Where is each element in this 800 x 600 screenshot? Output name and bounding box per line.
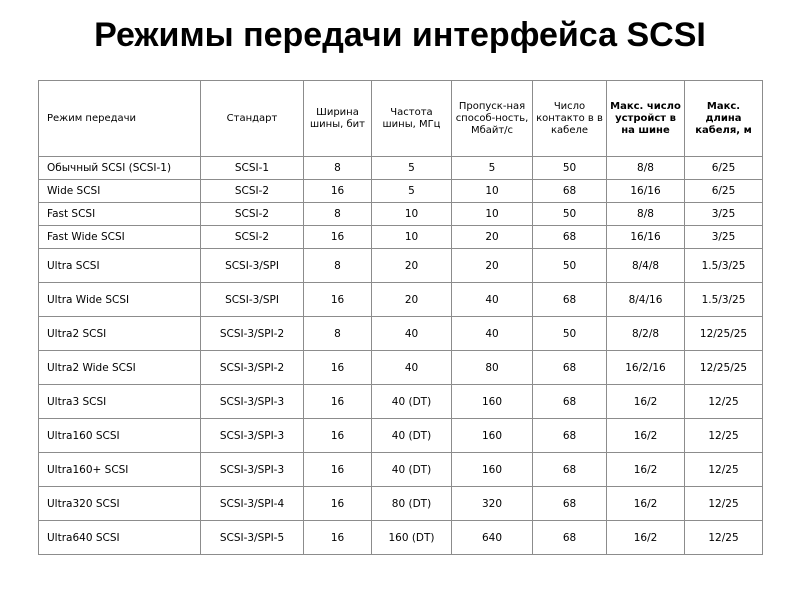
cell-max-cable-length: 12/25/25 bbox=[685, 351, 763, 385]
cell-bus-frequency: 80 (DT) bbox=[372, 487, 452, 521]
table-row bbox=[39, 351, 763, 385]
cell-transfer-mode: Ultra160 SCSI bbox=[39, 419, 201, 453]
table-row bbox=[39, 317, 763, 351]
table-container bbox=[38, 80, 762, 555]
cell-bus-frequency: 5 bbox=[372, 180, 452, 203]
cell-cable-pins: 68 bbox=[533, 419, 607, 453]
cell-max-cable-length: 12/25 bbox=[685, 487, 763, 521]
cell-cable-pins: 50 bbox=[533, 203, 607, 226]
cell-throughput: 640 bbox=[452, 521, 533, 555]
cell-max-cable-length: 12/25 bbox=[685, 453, 763, 487]
cell-bus-width: 16 bbox=[304, 351, 372, 385]
cell-bus-width: 16 bbox=[304, 419, 372, 453]
cell-standard: SCSI-3/SPI-2 bbox=[201, 351, 304, 385]
cell-throughput: 40 bbox=[452, 283, 533, 317]
cell-standard: SCSI-2 bbox=[201, 203, 304, 226]
cell-bus-width: 8 bbox=[304, 317, 372, 351]
cell-cable-pins: 68 bbox=[533, 180, 607, 203]
table-row bbox=[39, 180, 763, 203]
cell-throughput: 40 bbox=[452, 317, 533, 351]
cell-max-cable-length: 12/25/25 bbox=[685, 317, 763, 351]
header-cable-pins: Число контакто в в кабеле bbox=[533, 81, 607, 157]
cell-max-cable-length: 3/25 bbox=[685, 226, 763, 249]
cell-cable-pins: 50 bbox=[533, 249, 607, 283]
cell-cable-pins: 68 bbox=[533, 351, 607, 385]
table-row bbox=[39, 487, 763, 521]
cell-max-devices: 8/2/8 bbox=[607, 317, 685, 351]
cell-max-devices: 16/2 bbox=[607, 419, 685, 453]
cell-standard: SCSI-3/SPI-5 bbox=[201, 521, 304, 555]
cell-transfer-mode: Ultra640 SCSI bbox=[39, 521, 201, 555]
cell-cable-pins: 68 bbox=[533, 226, 607, 249]
cell-transfer-mode: Ultra160+ SCSI bbox=[39, 453, 201, 487]
header-bus-width: Ширина шины, бит bbox=[304, 81, 372, 157]
cell-bus-frequency: 40 bbox=[372, 351, 452, 385]
cell-bus-width: 8 bbox=[304, 157, 372, 180]
cell-max-devices: 16/2/16 bbox=[607, 351, 685, 385]
header-throughput: Пропуск-ная способ-ность, Мбайт/с bbox=[452, 81, 533, 157]
cell-bus-frequency: 20 bbox=[372, 283, 452, 317]
cell-standard: SCSI-3/SPI-2 bbox=[201, 317, 304, 351]
cell-throughput: 160 bbox=[452, 419, 533, 453]
cell-throughput: 320 bbox=[452, 487, 533, 521]
cell-transfer-mode: Ultra2 SCSI bbox=[39, 317, 201, 351]
cell-max-devices: 16/16 bbox=[607, 226, 685, 249]
header-standard: Стандарт bbox=[201, 81, 304, 157]
cell-bus-width: 16 bbox=[304, 521, 372, 555]
cell-max-devices: 8/8 bbox=[607, 203, 685, 226]
cell-cable-pins: 68 bbox=[533, 283, 607, 317]
cell-max-devices: 16/16 bbox=[607, 180, 685, 203]
header-bus-frequency: Частота шины, МГц bbox=[372, 81, 452, 157]
cell-max-devices: 16/2 bbox=[607, 521, 685, 555]
cell-max-devices: 16/2 bbox=[607, 453, 685, 487]
table-row bbox=[39, 283, 763, 317]
cell-bus-width: 16 bbox=[304, 226, 372, 249]
cell-bus-frequency: 5 bbox=[372, 157, 452, 180]
table-row bbox=[39, 385, 763, 419]
cell-throughput: 80 bbox=[452, 351, 533, 385]
cell-transfer-mode: Ultra2 Wide SCSI bbox=[39, 351, 201, 385]
cell-max-cable-length: 1.5/3/25 bbox=[685, 249, 763, 283]
cell-transfer-mode: Fast SCSI bbox=[39, 203, 201, 226]
cell-transfer-mode: Ultra320 SCSI bbox=[39, 487, 201, 521]
table-row bbox=[39, 453, 763, 487]
cell-max-cable-length: 1.5/3/25 bbox=[685, 283, 763, 317]
header-max-cable-length: Макс. длина кабеля, м bbox=[685, 81, 763, 157]
cell-bus-frequency: 40 bbox=[372, 317, 452, 351]
scsi-modes-table bbox=[38, 80, 763, 555]
cell-cable-pins: 68 bbox=[533, 521, 607, 555]
page-title: Режимы передачи интерфейса SCSI bbox=[94, 16, 706, 54]
cell-standard: SCSI-3/SPI-3 bbox=[201, 419, 304, 453]
cell-max-cable-length: 12/25 bbox=[685, 385, 763, 419]
table-row bbox=[39, 203, 763, 226]
cell-standard: SCSI-2 bbox=[201, 180, 304, 203]
cell-standard: SCSI-3/SPI bbox=[201, 249, 304, 283]
cell-max-cable-length: 6/25 bbox=[685, 157, 763, 180]
cell-transfer-mode: Ultra Wide SCSI bbox=[39, 283, 201, 317]
cell-bus-frequency: 20 bbox=[372, 249, 452, 283]
table-row bbox=[39, 521, 763, 555]
cell-transfer-mode: Wide SCSI bbox=[39, 180, 201, 203]
cell-cable-pins: 68 bbox=[533, 453, 607, 487]
cell-cable-pins: 50 bbox=[533, 317, 607, 351]
cell-bus-frequency: 160 (DT) bbox=[372, 521, 452, 555]
cell-standard: SCSI-3/SPI-3 bbox=[201, 453, 304, 487]
cell-cable-pins: 68 bbox=[533, 487, 607, 521]
cell-bus-frequency: 10 bbox=[372, 226, 452, 249]
cell-transfer-mode: Обычный SCSI (SCSI-1) bbox=[39, 157, 201, 180]
table-body bbox=[39, 157, 763, 555]
cell-throughput: 5 bbox=[452, 157, 533, 180]
cell-max-devices: 8/8 bbox=[607, 157, 685, 180]
cell-max-devices: 16/2 bbox=[607, 385, 685, 419]
cell-bus-frequency: 40 (DT) bbox=[372, 385, 452, 419]
cell-max-cable-length: 3/25 bbox=[685, 203, 763, 226]
cell-max-cable-length: 12/25 bbox=[685, 419, 763, 453]
cell-standard: SCSI-3/SPI-3 bbox=[201, 385, 304, 419]
table-row bbox=[39, 157, 763, 180]
cell-max-cable-length: 6/25 bbox=[685, 180, 763, 203]
cell-standard: SCSI-2 bbox=[201, 226, 304, 249]
cell-throughput: 10 bbox=[452, 203, 533, 226]
cell-bus-width: 16 bbox=[304, 487, 372, 521]
cell-bus-width: 16 bbox=[304, 385, 372, 419]
cell-standard: SCSI-3/SPI-4 bbox=[201, 487, 304, 521]
cell-cable-pins: 50 bbox=[533, 157, 607, 180]
cell-transfer-mode: Ultra3 SCSI bbox=[39, 385, 201, 419]
cell-transfer-mode: Ultra SCSI bbox=[39, 249, 201, 283]
cell-throughput: 160 bbox=[452, 453, 533, 487]
table-row bbox=[39, 249, 763, 283]
cell-bus-width: 16 bbox=[304, 283, 372, 317]
header-transfer-mode: Режим передачи bbox=[39, 81, 201, 157]
cell-bus-frequency: 40 (DT) bbox=[372, 453, 452, 487]
cell-transfer-mode: Fast Wide SCSI bbox=[39, 226, 201, 249]
cell-bus-width: 16 bbox=[304, 180, 372, 203]
cell-max-cable-length: 12/25 bbox=[685, 521, 763, 555]
cell-max-devices: 8/4/8 bbox=[607, 249, 685, 283]
table-row bbox=[39, 226, 763, 249]
cell-standard: SCSI-1 bbox=[201, 157, 304, 180]
table-row bbox=[39, 419, 763, 453]
cell-bus-width: 8 bbox=[304, 203, 372, 226]
cell-bus-width: 16 bbox=[304, 453, 372, 487]
cell-max-devices: 16/2 bbox=[607, 487, 685, 521]
header-max-devices: Макс. число устройст в на шине bbox=[607, 81, 685, 157]
cell-throughput: 20 bbox=[452, 249, 533, 283]
cell-standard: SCSI-3/SPI bbox=[201, 283, 304, 317]
table-header-row bbox=[39, 81, 763, 157]
cell-max-devices: 8/4/16 bbox=[607, 283, 685, 317]
cell-cable-pins: 68 bbox=[533, 385, 607, 419]
cell-throughput: 10 bbox=[452, 180, 533, 203]
cell-bus-frequency: 10 bbox=[372, 203, 452, 226]
cell-throughput: 160 bbox=[452, 385, 533, 419]
cell-bus-width: 8 bbox=[304, 249, 372, 283]
cell-bus-frequency: 40 (DT) bbox=[372, 419, 452, 453]
cell-throughput: 20 bbox=[452, 226, 533, 249]
